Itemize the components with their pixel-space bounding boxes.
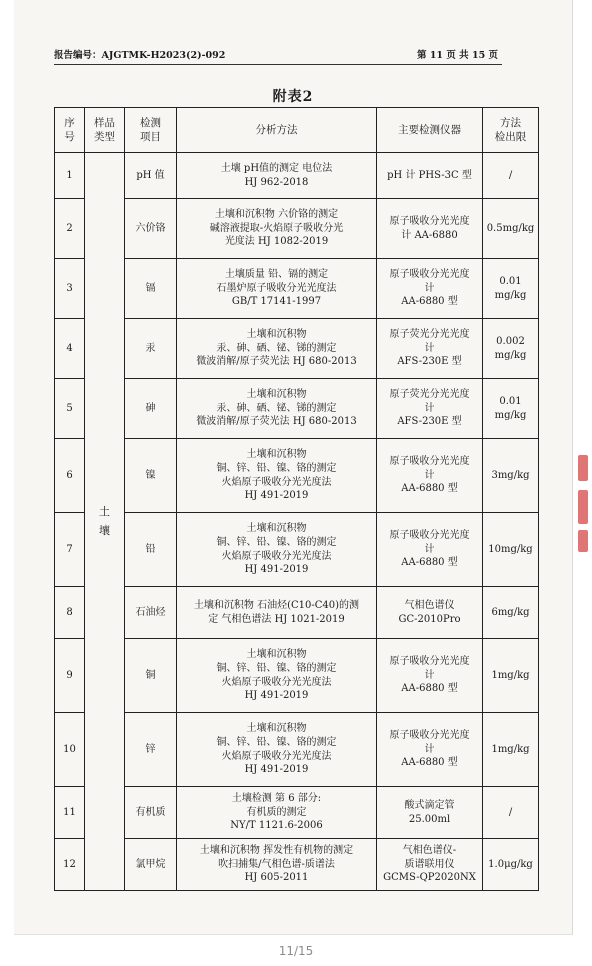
header-rule (54, 64, 502, 65)
cell-no: 2 (55, 199, 85, 259)
header-no: 序 号 (55, 108, 85, 153)
cell-method: 土壤检测 第 6 部分: 有机质的测定 NY/T 1121.6-2006 (177, 787, 377, 839)
cell-instrument: 原子荧光分光光度 计 AFS-230E 型 (377, 319, 483, 379)
cell-instrument: 气相色谱仪 GC-2010Pro (377, 587, 483, 639)
cell-item: 砷 (125, 379, 177, 439)
cell-item: 氯甲烷 (125, 839, 177, 891)
cell-limit: 0.01 mg/kg (483, 379, 539, 439)
table-row (55, 153, 539, 199)
table-row (55, 587, 539, 639)
cell-instrument: 原子吸收分光光度 计 AA-6880 型 (377, 713, 483, 787)
cell-instrument: 原子吸收分光光度 计 AA-6880 型 (377, 639, 483, 713)
table-row (55, 713, 539, 787)
cell-method: 土壤和沉积物 挥发性有机物的测定 吹扫捕集/气相色谱-质谱法 HJ 605-2011 (177, 839, 377, 891)
cell-item: 镉 (125, 259, 177, 319)
report-number: 报告编号：AJGTMK-H2023(2)-092 (54, 50, 226, 61)
cell-method: 土壤和沉积物 汞、砷、硒、铋、锑的测定 微波消解/原子荧光法 HJ 680-2013 (177, 379, 377, 439)
document-page (14, 0, 573, 935)
cell-instrument: 原子吸收分光光度 计 AA-6880 型 (377, 259, 483, 319)
page-indicator: 11/15 (278, 944, 314, 958)
cell-item: 有机质 (125, 787, 177, 839)
cell-method: 土壤质量 铅、镉的测定 石墨炉原子吸收分光光度法 GB/T 17141-1997 (177, 259, 377, 319)
cell-item: 铅 (125, 513, 177, 587)
cell-no: 11 (55, 787, 85, 839)
cell-instrument: 气相色谱仪- 质谱联用仪 GCMS-QP2020NX (377, 839, 483, 891)
cell-instrument: 原子吸收分光光度 计 AA-6880 型 (377, 439, 483, 513)
table-title: 附表2 (272, 89, 314, 105)
cell-method: 土壤和沉积物 石油烃(C10-C40)的测 定 气相色谱法 HJ 1021-2019 (177, 587, 377, 639)
cell-limit: 3mg/kg (483, 439, 539, 513)
cell-instrument: 原子吸收分光光度 计 AA-6880 (377, 199, 483, 259)
table-row (55, 839, 539, 891)
table-row (55, 787, 539, 839)
cell-limit: 0.01 mg/kg (483, 259, 539, 319)
cell-limit: / (483, 153, 539, 199)
cell-limit: 1.0μg/kg (483, 839, 539, 891)
cell-item: 铜 (125, 639, 177, 713)
header-method: 分析方法 (177, 108, 377, 153)
cell-method: 土壤和沉积物 铜、锌、铅、镍、铬的测定 火焰原子吸收分光光度法 HJ 491-2019 (177, 639, 377, 713)
cell-no: 6 (55, 439, 85, 513)
cell-item: 汞 (125, 319, 177, 379)
cell-limit: 10mg/kg (483, 513, 539, 587)
header-limit: 方法 检出限 (483, 108, 539, 153)
cell-item: pH 值 (125, 153, 177, 199)
table-row (55, 199, 539, 259)
cell-limit: 1mg/kg (483, 713, 539, 787)
table-row (55, 439, 539, 513)
cell-method: 土壤和沉积物 六价铬的测定 碱溶液提取-火焰原子吸收分光 光度法 HJ 1082-2019 (177, 199, 377, 259)
red-stamp-edge (578, 490, 588, 524)
red-stamp-edge (578, 530, 588, 552)
page-header (54, 47, 498, 61)
cell-method: 土壤 pH值的测定 电位法 HJ 962-2018 (177, 153, 377, 199)
cell-item: 镍 (125, 439, 177, 513)
cell-method: 土壤和沉积物 汞、砷、硒、铋、锑的测定 微波消解/原子荧光法 HJ 680-2013 (177, 319, 377, 379)
cell-instrument: 酸式滴定管 25.00ml (377, 787, 483, 839)
cell-item: 六价铬 (125, 199, 177, 259)
header-instrument: 主要检测仪器 (377, 108, 483, 153)
cell-instrument: 原子荧光分光光度 计 AFS-230E 型 (377, 379, 483, 439)
header-item: 检测 项目 (125, 108, 177, 153)
cell-no: 3 (55, 259, 85, 319)
cell-method: 土壤和沉积物 铜、锌、铅、镍、铬的测定 火焰原子吸收分光光度法 HJ 491-2019 (177, 439, 377, 513)
page-info: 第 11 页 共 15 页 (417, 50, 498, 61)
cell-sample-type: 土 壤 (85, 153, 125, 891)
cell-limit: 0.002 mg/kg (483, 319, 539, 379)
cell-instrument: 原子吸收分光光度 计 AA-6880 型 (377, 513, 483, 587)
cell-no: 7 (55, 513, 85, 587)
cell-no: 1 (55, 153, 85, 199)
cell-no: 10 (55, 713, 85, 787)
red-stamp-edge (578, 455, 588, 481)
cell-item: 锌 (125, 713, 177, 787)
cell-no: 9 (55, 639, 85, 713)
method-table (54, 107, 539, 891)
cell-item: 石油烃 (125, 587, 177, 639)
cell-no: 4 (55, 319, 85, 379)
table-row (55, 639, 539, 713)
cell-method: 土壤和沉积物 铜、锌、铅、镍、铬的测定 火焰原子吸收分光光度法 HJ 491-2019 (177, 713, 377, 787)
table-row (55, 379, 539, 439)
cell-no: 8 (55, 587, 85, 639)
table-row (55, 513, 539, 587)
header-sample-type: 样品 类型 (85, 108, 125, 153)
cell-method: 土壤和沉积物 铜、锌、铅、镍、铬的测定 火焰原子吸收分光光度法 HJ 491-2019 (177, 513, 377, 587)
cell-no: 5 (55, 379, 85, 439)
cell-no: 12 (55, 839, 85, 891)
table-row (55, 259, 539, 319)
cell-limit: 6mg/kg (483, 587, 539, 639)
cell-limit: 1mg/kg (483, 639, 539, 713)
cell-limit: / (483, 787, 539, 839)
table-row (55, 319, 539, 379)
cell-instrument: pH 计 PHS-3C 型 (377, 153, 483, 199)
table-header-row (55, 108, 539, 153)
cell-limit: 0.5mg/kg (483, 199, 539, 259)
